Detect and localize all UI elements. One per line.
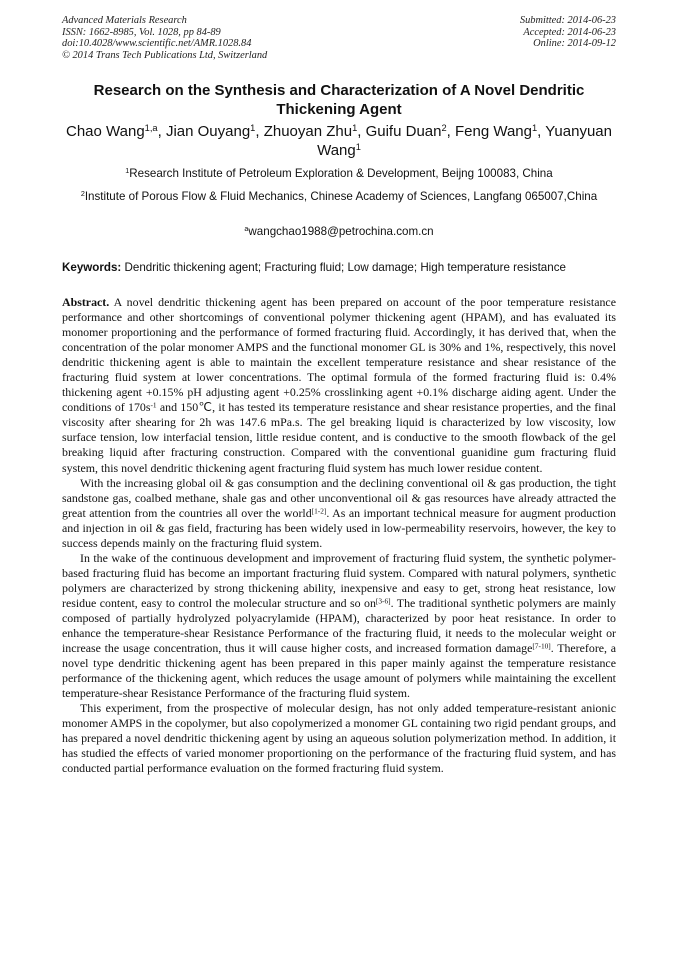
abstract-label: Abstract. bbox=[62, 295, 110, 309]
author-name: Yuanyuan Wang bbox=[317, 123, 612, 159]
intro-paragraph-3 bbox=[62, 701, 616, 776]
paragraph-text: . As an important technical measure for augment production and injection in oil & gas field, fracturing has been widely used in low-permeability reservoirs, however, the key to success depends mainly on the fracturing fluid system. bbox=[62, 505, 616, 550]
paragraph-text: With the increasing global oil & gas consumption and the declining conventional oil & gas production, the tight sandstone gas, coalbed methane, shale gas and other unconventional oil & gas resources have already attracted the great attention from the countries all over the world bbox=[62, 475, 616, 520]
online-date: Online: 2014-09-12 bbox=[533, 38, 616, 50]
paragraph-text: . Therefore, a novel type dendritic thickening agent has been prepared in this paper mainly against the temperature resistance performance of the thickening agent, which reduces the usage amount of polymers while maintaining the excellent temperature-shear Resistance Performance of the fracturing fluid system. bbox=[62, 641, 616, 701]
affiliation-mark: 1 bbox=[125, 166, 130, 176]
keywords-text: Dendritic thickening agent; Fracturing fluid; Low damage; High temperature resistance bbox=[124, 261, 566, 274]
email-address: wangchao1988@petrochina.com.cn bbox=[248, 225, 434, 238]
author-affiliation-mark: 1 bbox=[355, 141, 361, 152]
journal-doi: doi:10.4028/www.scientific.net/AMR.1028.84 bbox=[62, 38, 252, 50]
author-affiliation-mark: 1 bbox=[250, 122, 256, 133]
journal-header-right bbox=[520, 15, 616, 50]
keywords-line bbox=[62, 261, 622, 275]
citation-ref: [3-6] bbox=[375, 596, 391, 606]
keywords-label: Keywords: bbox=[62, 261, 122, 274]
abstract-text: A novel dendritic thickening agent has been prepared on account of the poor temperature resistance performance and other shortcomings of conventional polymer thickening agent (HPAM), and has evaluated its monomer proportioning and the performance of formed fracturing fluid. Accordingly, it has derived that, when the concentration of the polar monomer AMPS and the functional monomer GL is 30% and 1%, respectively, this novel dendritic thickening agent is able to maintain the excellent temperature resistance and shear resistance of the fracturing fluid system at lower concentrations. The optimal formula of the formed fracturing fluid is: 0.4% thickening agent +0.15% pH adjusting agent +0.25% crosslinking agent +0.1% discharge aiding agent. Under the conditions of 170s bbox=[62, 295, 616, 415]
paragraph-text: . The traditional synthetic polymers are mainly composed of partially hydrolyzed polyacrylamide (HPAM), characterized by poor heat resistance. In order to enhance the temperature-shear Resistance Performance of the fracturing fluid, it needs to the molecular weight or increase the usage concentration, thus it will cause higher costs, and increased formation damage bbox=[62, 595, 617, 656]
accepted-date: Accepted: 2014-06-23 bbox=[523, 26, 616, 38]
abstract-text: and 150℃, it has tested its temperature resistance and shear resistance properties, and the final viscosity after shearing for 2h was 147.6 mPa.s. The gel breaking liquid is characterized by low viscosity, low surface tension, low interfacial tension, little residue content, and is conductive to the smooth flowback of the gel breaking liquid after fracturing construction. Compared with the conventional guanidine gum fracturing fluid system, this novel dendritic thickening agent fracturing fluid system has much lower residue content. bbox=[62, 400, 617, 475]
author-affiliation-mark: 1,a bbox=[144, 122, 158, 133]
affiliation-text: Research Institute of Petroleum Exploration & Development, Beijng 100083, China bbox=[129, 167, 553, 180]
author-list: Chao Wang$^{1,a}$, Jian Ouyang$^1$, Zhuoyan Zhu$^1$, Guifu Duan$^2$, Feng Wang$^1$, Yuanyuan Wang$^1$ bbox=[66, 122, 612, 159]
citation-ref: [7-10] bbox=[532, 641, 551, 651]
journal-copyright: © 2014 Trans Tech Publications Ltd, Switzerland bbox=[62, 49, 268, 61]
intro-paragraph-1 bbox=[62, 476, 616, 551]
citation-ref: [1-2] bbox=[311, 505, 327, 515]
author-affiliation-mark: 1 bbox=[532, 122, 538, 133]
author-name: Jian Ouyang bbox=[165, 123, 251, 140]
corresponding-email bbox=[62, 225, 616, 239]
journal-issn: ISSN: 1662-8985, Vol. 1028, pp 84-89 bbox=[62, 26, 221, 38]
paper-body bbox=[62, 295, 616, 777]
author-name: Feng Wang bbox=[455, 123, 532, 140]
paper-title: Research on the Synthesis and Characterization of A Novel Dendritic Thickening Agent bbox=[93, 82, 585, 118]
journal-header-left bbox=[62, 15, 267, 61]
author-name: Zhuoyan Zhu bbox=[263, 123, 353, 140]
journal-name: Advanced Materials Research bbox=[62, 15, 187, 26]
email-mark: a bbox=[244, 224, 249, 234]
paragraph-text: In the wake of the continuous development and improvement of fracturing fluid system, the synthetic polymer-based fracturing fluid has become an important fracturing fluid system. Compared with natural polymers, synthetic polymers are characterized by strong thickening ability, inexpensive and easy to get, strong heat resistance, low residue content, easy to control the molecular structure and so on bbox=[62, 550, 616, 610]
unit-superscript: -1 bbox=[150, 400, 157, 410]
affiliation-text: Institute of Porous Flow & Fluid Mechanics, Chinese Academy of Sciences, Langfang 065007,China bbox=[84, 190, 598, 203]
author-affiliation-mark: 1 bbox=[352, 122, 358, 133]
paragraph-text: This experiment, from the prospective of molecular design, has not only added temperature-resistant anionic monomer AMPS in the copolymer, but also copolymerized a monomer GL containing two rigid pendant groups, and has prepared a novel dendritic thickening agent by using an aqueous solution polymerization method. In addition, it has studied the effects of varied monomer proportioning on the performance of the fracturing fluid system, and has conducted partial performance evaluation on the formed fracturing fluid system. bbox=[62, 701, 616, 776]
intro-paragraph-2 bbox=[62, 551, 616, 701]
author-name: Guifu Duan bbox=[365, 123, 442, 140]
author-affiliation-mark: 2 bbox=[441, 122, 447, 133]
affiliation-mark: 2 bbox=[80, 189, 85, 199]
affiliation-2 bbox=[62, 190, 616, 204]
affiliation-1 bbox=[62, 167, 616, 181]
submitted-date: Submitted: 2014-06-23 bbox=[519, 15, 616, 26]
author-name: Chao Wang bbox=[66, 123, 145, 140]
abstract-paragraph bbox=[62, 295, 616, 476]
